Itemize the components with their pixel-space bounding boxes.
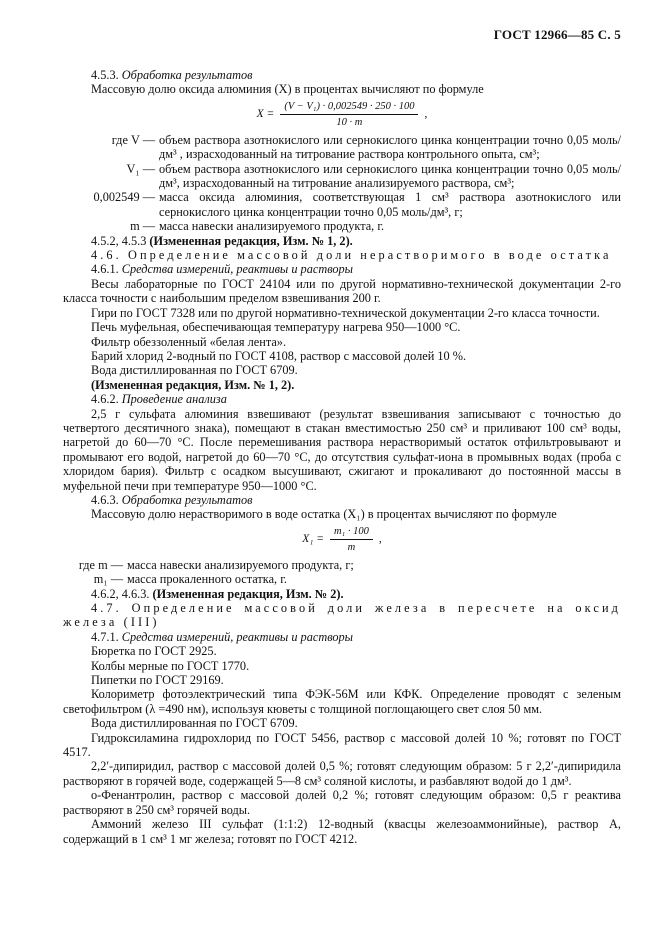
formula-numerator: m₁ · 100 [330, 525, 373, 540]
page-header: ГОСТ 12966—85 С. 5 [493, 27, 621, 42]
definition-item: V₁ — объем раствора азотнокислого или сернокислого цинка концентрации точно 0,05 моль/дм³, израсходованный на титрование анализируемого раствора, см³; [126, 161, 621, 191]
section-heading-4-6: 4.6. Определение массовой доли нерастворимого в воде остатка [91, 248, 612, 263]
formula-numerator: (V − V₁) · 0,002549 · 250 · 100 [280, 100, 418, 115]
section-heading-4-5-3: 4.5.3. Обработка результатов [91, 68, 253, 82]
paragraph-formula-intro: Массовую долю оксида алюминия (X) в процентах вычисляют по формуле [91, 82, 484, 97]
formula-fraction [280, 100, 418, 129]
section-heading-4-7: 4.7. Определение массовой доли железа в пересчете на оксид [91, 601, 621, 615]
list-item: Аммоний железо III сульфат (1:1:2) 12-водный (квасцы железоаммонийные), раствор А, содержащий в 1 см³ 1 мг железа; готовят по ГОСТ 4212. [63, 817, 621, 846]
definition-item: m₁ — масса прокаленного остатка, г. [93, 572, 287, 587]
list-item: Вода дистиллированная по ГОСТ 6709. [91, 363, 298, 378]
list-item: Барий хлорид 2-водный по ГОСТ 4108, раствор с массовой долей 10 %. [91, 348, 467, 363]
list-item: 2,2′-дипиридил, раствор с массовой долей 0,5 %; готовят следующим образом: 5 г 2,2′-дипиридила растворяют в горячей воде, содержащей 5—8 см³ соляной кислоты, и разбавляют водой до 1 дм³. [63, 759, 621, 788]
section-heading-4-7-1: 4.7.1. Средства измерений, реактивы и растворы [91, 629, 353, 644]
list-item: Колбы мерные по ГОСТ 1770. [91, 658, 250, 673]
list-item: Вода дистиллированная по ГОСТ 6709. [91, 716, 298, 731]
formula-insoluble-residue: X₁ = $\frac{\text{m₁ · 100}}{m}$ , [302, 525, 382, 553]
paragraph-analysis: 2,5 г сульфата алюминия взвешивают (результат взвешивания записывают с точностью до четвертого десятичного знака), помещают в стакан вместимостью 250 см³ и приливают 100 см³ воды, нагретой до 60—70 °С. После перемешивания раствора нерастворимый остаток отфильтровывают и промывают его водой, нагретой до 60—70 °С, до отсутствия сульфат-иона в промывных водах (проба с хлоридом бария). Фильтр с осадком высушивают, сжигают и прокаливают до постоянной массы в муфельной печи при температуре 950—1000 °С. [63, 406, 621, 493]
formula-denominator: m [347, 541, 356, 553]
list-item: Гидроксиламина гидрохлорид по ГОСТ 5456, раствор с массовой долей 10 %; готовят по ГОСТ 4517. [63, 730, 621, 760]
definition-item: m — масса навески анализируемого продукта, г. [130, 219, 385, 234]
list-item: Гири по ГОСТ 7328 или по другой нормативно-технической документации 2-го класса точности. [91, 305, 600, 320]
list-item: Весы лабораторные по ГОСТ 24104 или по другой нормативно-технической документации 2-го класса точности с наибольшим пределом взвешивания 200 г. [63, 276, 621, 306]
section-heading-4-7-cont: железа (III) [63, 615, 160, 630]
list-item: Печь муфельная, обеспечивающая температуру нагрева 950—1000 °С. [91, 320, 461, 335]
definition-item: 0,002549 — масса оксида алюминия, соответствующая 1 см³ раствора азотнокислого или сернокислого цинка концентрации точно 0,05 моль/дм³, г; [93, 190, 621, 219]
page-content [63, 68, 621, 846]
formula-aluminium-oxide: X = $\frac{\text{(V − V₁) · 0,002549 · 250 · 100}}{10 \cdot m}$ , [256, 100, 428, 128]
section-heading-4-6-2: 4.6.2. Проведение анализа [91, 392, 227, 407]
formula-denominator: 10 · m [336, 116, 363, 128]
definition-item: где m — масса навески анализируемого продукта, г; [78, 557, 354, 572]
list-item: о-Фенантролин, раствор с массовой долей 0,2 %; готовят следующим образом: 0,5 г реактива растворяют в 250 см³ горячей воды. [63, 788, 621, 817]
section-heading-4-6-1: 4.6.1. Средства измерений, реактивы и растворы [91, 262, 353, 277]
edition-note: 4.5.2, 4.5.3 (Измененная редакция, Изм. № 1, 2). [91, 233, 353, 248]
list-item: Пипетки по ГОСТ 29169. [91, 673, 224, 688]
edition-note: 4.6.2, 4.6.3. (Измененная редакция, Изм. № 2). [91, 586, 344, 601]
edition-note: (Измененная редакция, Изм. № 1, 2). [91, 377, 295, 392]
formula-fraction [330, 525, 373, 554]
paragraph-formula-intro: Массовую долю нерастворимого в воде остатка (X₁) в процентах вычисляют по формуле [91, 507, 557, 522]
list-item: Колориметр фотоэлектрический типа ФЭК-56М или КФК. Определение проводят с зеленым светофильтром (λ =490 нм), используя кюветы с толщиной поглощающего свет слоя 50 мм. [63, 687, 621, 716]
list-item: Бюретка по ГОСТ 2925. [91, 644, 217, 659]
list-item: Фильтр обеззоленный «белая лента». [91, 334, 287, 349]
section-heading-4-6-3: 4.6.3. Обработка результатов [91, 492, 253, 507]
definition-item: где V — объем раствора азотнокислого или сернокислого цинка концентрации точно 0,05 моль/дм³ , израсходованный на титрование раствора контрольного опыта, см³; [111, 132, 621, 162]
